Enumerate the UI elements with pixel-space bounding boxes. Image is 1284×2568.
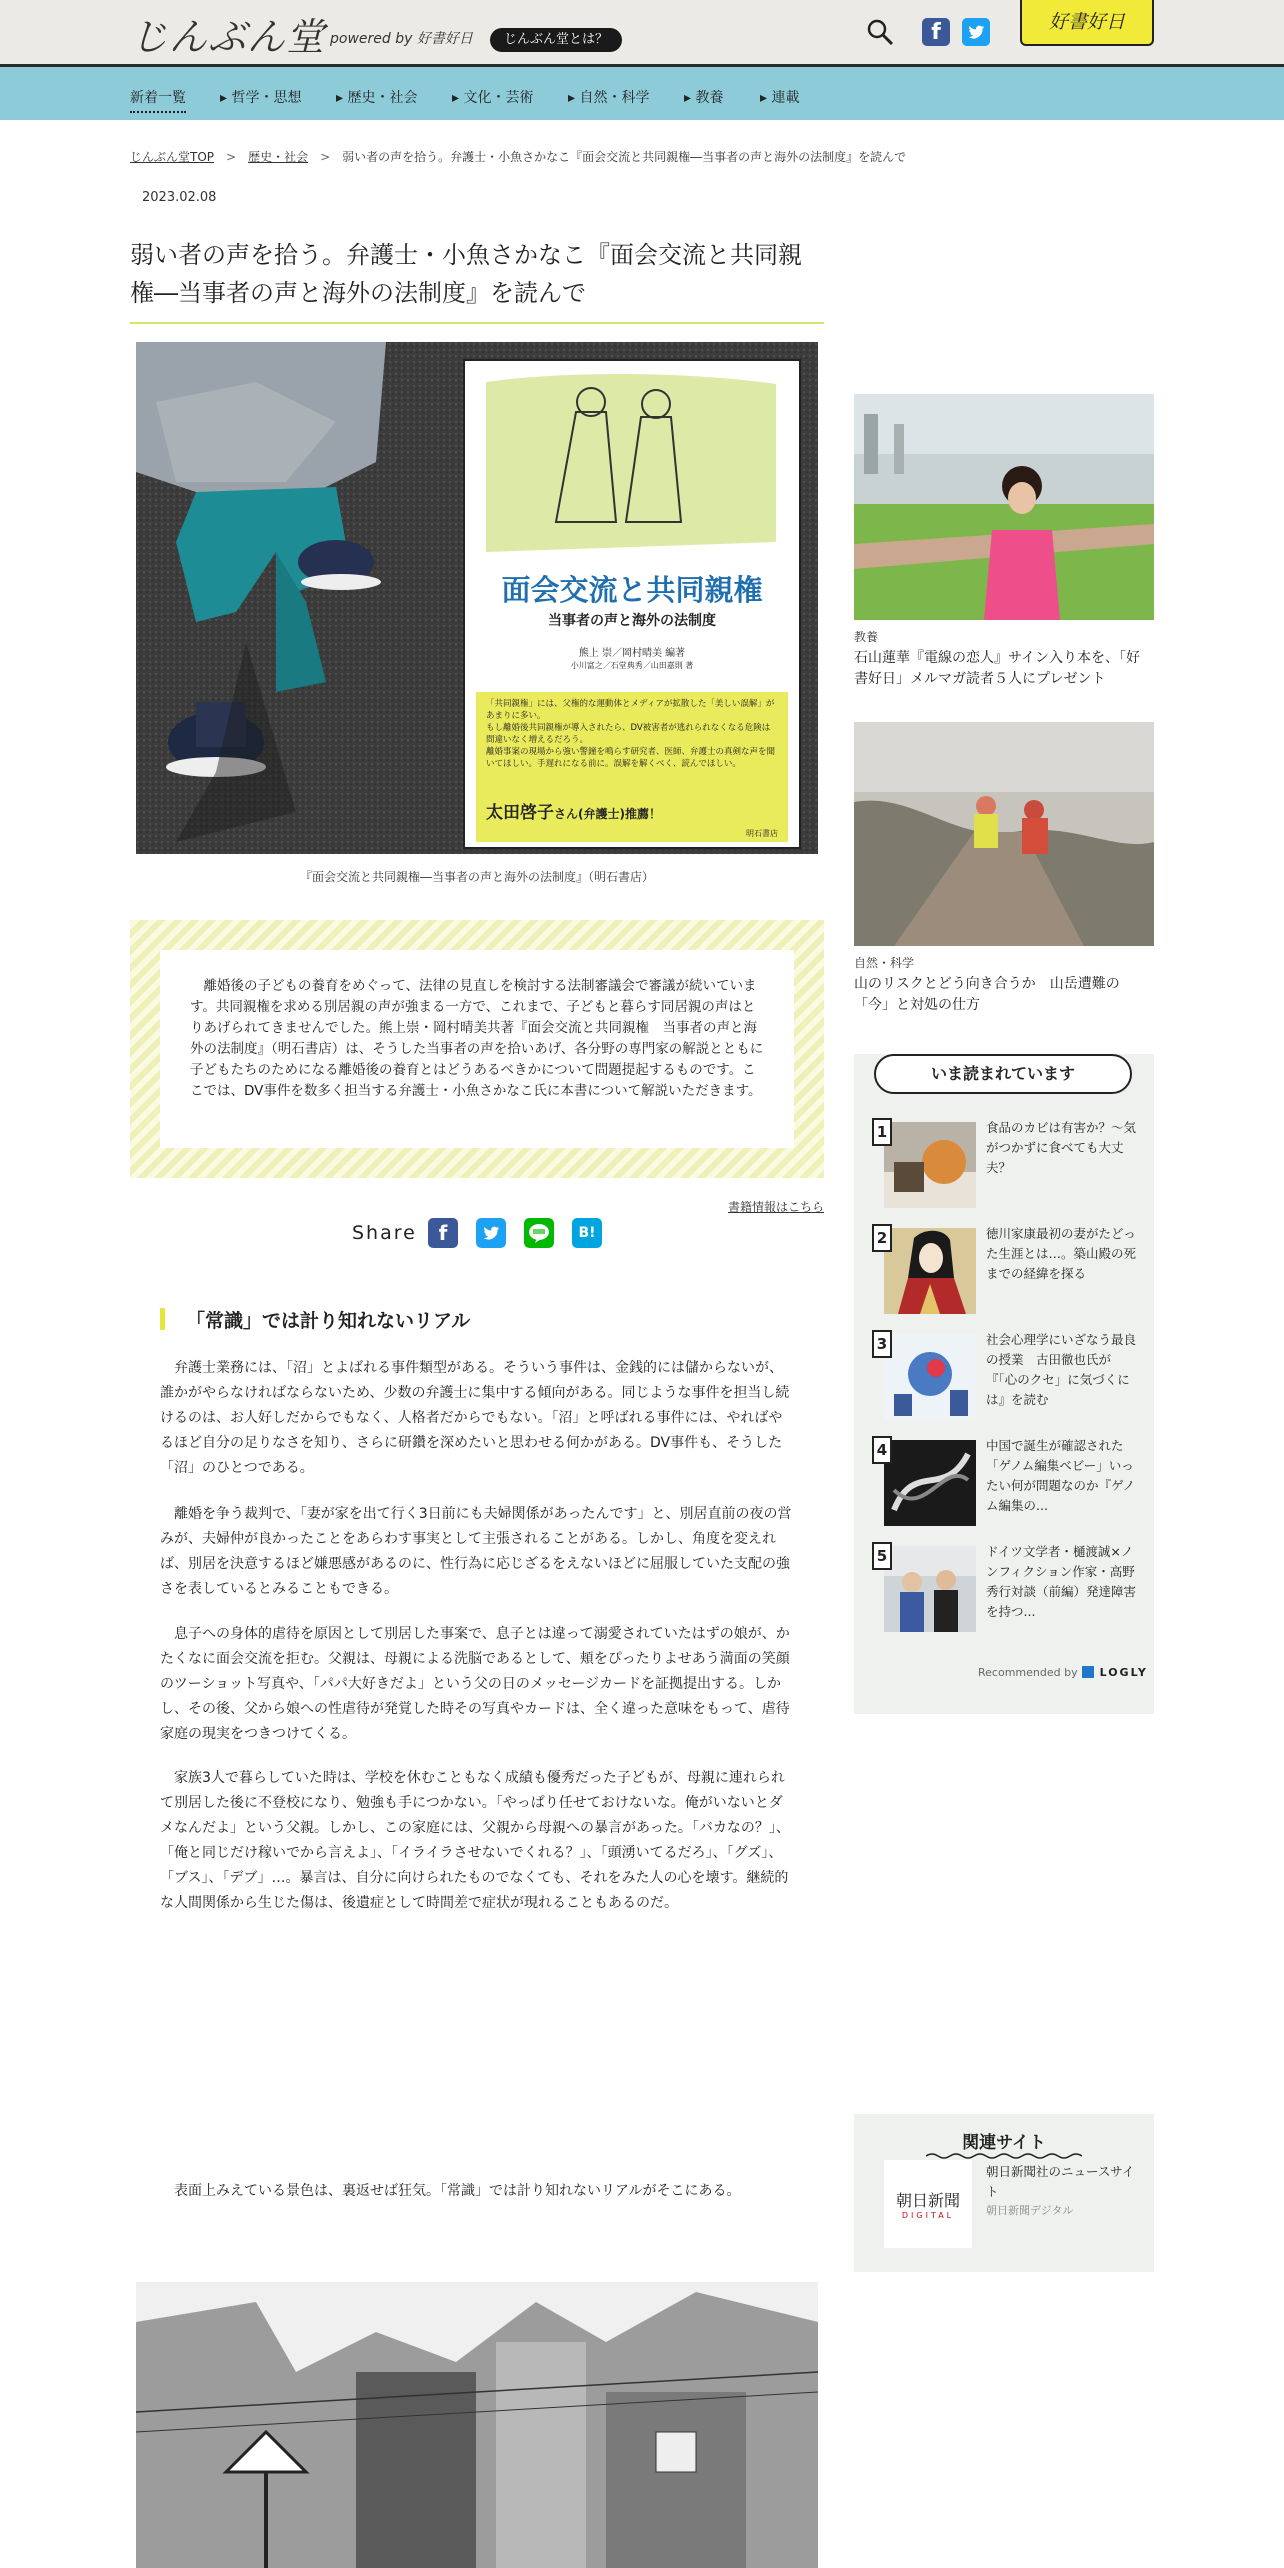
ranking-item[interactable] [872, 1542, 1142, 1636]
related-subtitle: 朝日新聞デジタル [986, 2204, 1074, 2217]
lead-text: 離婚後の子どもの養育をめぐって、法律の見直しを検討する法制審議会で審議が続いています。共同親権を求める別居親の声が強まる一方で、これまで、子どもと暮らす同居親の声はとりあげられてきませんでした。熊上崇・岡村晴美共著『面会交流と共同親権 当事者の声と海外の法制度』（明石書店）は、そうした当事者の声を拾いあげ、各分野の専門家の解説とともに子どもたちのためになる離婚後の養育とはどうあるべきかについて問題提起するものです。ここでは、DV事件を数多く担当する弁護士・小魚さかなこ氏に本書について解説いただきます。 [160, 950, 794, 1148]
related-title[interactable]: 朝日新聞社のニュースサイト [986, 2164, 1135, 2199]
share-label: Share [352, 1222, 417, 1244]
rank-image [884, 1228, 976, 1314]
ranking-item[interactable] [872, 1118, 1142, 1212]
category-nav [0, 64, 1284, 120]
logly-icon [1082, 1666, 1094, 1678]
nav-label: 自然・科学 [579, 90, 650, 106]
asahi-logo[interactable] [884, 2160, 972, 2248]
twitter-icon[interactable] [962, 18, 990, 46]
wave-divider [926, 2152, 1082, 2160]
rank-image [884, 1440, 976, 1526]
article-title: 弱い者の声を拾う。弁護士・小魚さかなこ『面会交流と共同親権―当事者の声と海外の法制度』を読んで [130, 241, 802, 307]
rank-number: 1 [872, 1118, 892, 1146]
about-button[interactable]: じんぶん堂とは？ [490, 28, 622, 52]
book-recommender [486, 798, 661, 823]
recommender-name: 太田啓子 [486, 803, 554, 823]
asahi-logo-text: 朝日新聞 [895, 2191, 960, 2210]
rank-thumbnail [884, 1440, 976, 1526]
breadcrumb-category[interactable]: 歴史・社会 [248, 150, 309, 164]
rank-thumbnail [884, 1334, 976, 1420]
article-photo [136, 2282, 818, 2568]
feature-image[interactable] [854, 394, 1154, 620]
book-title: 面会交流と共同親権 [501, 573, 763, 607]
breadcrumb [130, 148, 906, 165]
breadcrumb-separator: > [320, 150, 331, 164]
rank-title: ドイツ文学者・樋渡誠×ノンフィクション作家・高野秀行対談（前編）発達障害を持つ... [986, 1544, 1137, 1619]
recommended-by[interactable] [978, 1666, 1148, 1679]
book-authors: 小川富之／石堂典秀／山田嘉則 著 [570, 661, 694, 670]
nav-science[interactable]: ▸ 自然・科学 [568, 90, 650, 106]
section-heading: 「常識」では計り知れないリアル [186, 1310, 471, 1332]
ranking-item[interactable] [872, 1330, 1142, 1424]
feature-image[interactable] [854, 722, 1154, 946]
article-date: 2023.02.08 [142, 190, 217, 205]
feature-category: 自然・科学 [854, 956, 915, 970]
breadcrumb-separator: > [226, 150, 237, 164]
share-hatena-icon[interactable]: B! [572, 1218, 602, 1248]
site-logo[interactable]: じんぶん堂 [130, 15, 326, 59]
share-facebook-icon[interactable]: f [428, 1218, 458, 1248]
ranking-heading: いま読まれています [874, 1054, 1132, 1094]
breadcrumb-home[interactable]: じんぶん堂TOP [130, 150, 215, 164]
related-heading: 関連サイト [962, 2133, 1046, 2153]
book-blurb [486, 698, 778, 770]
hero-image [136, 342, 818, 854]
ranking-item[interactable] [872, 1436, 1142, 1530]
book-blurb-line: もし離婚後共同親権が導入されたら、DV被害者が逃れられなくなる危険は間違いなく増えるだろう。 [486, 723, 771, 745]
book-blurb-line: 離婚事案の現場から強い警鐘を鳴らす研究者、医師、弁護士の真剣な声を聞いてほしい。手遅れになる前に。誤解を解くべく、読んでほしい。 [486, 747, 776, 769]
nav-label: 哲学・思想 [231, 90, 302, 106]
book-blurb-line: 「共同親権」には、父権的な運動体とメディアが拡散した「美しい誤解」があまりに多い。 [486, 699, 775, 721]
nav-new[interactable]: 新着一覧 [130, 87, 186, 113]
nav-liberal-arts[interactable]: ▸ 教養 [684, 90, 724, 106]
related-sites [854, 2114, 1154, 2272]
feature-title[interactable]: 石山蓮華『電線の恋人』サイン入り本を、「好書好日」メルマガ読者５人にプレゼント [854, 650, 1141, 687]
nav-label: 文化・芸術 [463, 90, 534, 106]
share-bar [352, 1218, 612, 1252]
body-paragraph: 離婚を争う裁判で、「妻が家を出て行く3日前にも夫婦関係があったんです」と、別居直前の夜の営みが、夫婦仲が良かったことをあらわす事実として主張されることがある。しかし、角度を変えれば、別居を決意するほど嫌悪感があるのに、性行為に応じざるをえないほどに屈服していた支配の強さを表しているとみることもできる。 [160, 1506, 792, 1597]
recommender-suffix: さん(弁護士)推薦！ [554, 807, 661, 821]
logly-logo: LOGLY [1099, 1666, 1148, 1679]
book-editors: 熊上 崇／岡村晴美 編著 [578, 648, 686, 659]
breadcrumb-current: 弱い者の声を拾う。弁護士・小魚さかなこ『面会交流と共同親権―当事者の声と海外の法制度』を読んで [342, 150, 907, 164]
nav-philosophy[interactable]: ▸ 哲学・思想 [220, 90, 302, 106]
share-line-icon[interactable] [524, 1218, 554, 1248]
book-info-link[interactable]: 書籍情報はこちら [727, 1200, 824, 1214]
rank-image [884, 1546, 976, 1632]
lead-box [130, 920, 824, 1178]
ranking-panel [854, 1054, 1154, 1714]
powered-by[interactable]: powered by 好書好日 [330, 31, 473, 47]
rank-number: 4 [872, 1436, 892, 1464]
rank-thumbnail [884, 1122, 976, 1208]
feature-photo [854, 722, 1154, 946]
feature-title[interactable]: 山のリスクとどう向き合うか 山岳遭難の「今」と対処の仕方 [854, 976, 1120, 1013]
rank-number: 3 [872, 1330, 892, 1358]
title-divider [130, 322, 824, 324]
asahi-logo-sub: DIGITAL [901, 2211, 955, 2220]
nav-history[interactable]: ▸ 歴史・社会 [336, 90, 418, 106]
body-paragraph: 息子への身体的虐待を原因として別居した事案で、息子とは違って溺愛されていたはずの娘が、かたくなに面会交流を拒む。父親は、母親による洗脳であるとして、頬をぴったりよせあう満面の笑顔のツーショット写真や、「パパ大好きだよ」という父の日のメッセージカードを証拠提出する。しかし、その後、父から娘への性虐待が発覚した時その写真やカードは、全く違った意味をもって、虐待家庭の現実をつきつけてくる。 [160, 1626, 790, 1742]
book-subtitle: 当事者の声と海外の法制度 [548, 613, 716, 629]
body-paragraph: 家族3人で暮らしていた時は、学校を休むこともなく成績も優秀だった子どもが、母親に連れられて別居した後に不登校になり、勉強も手につかない。「やっぱり任せておけないな。俺がいないとダメなんだよ」という父親。しかし、この家庭には、父親から母親への暴言があった。「バカなの？」、「俺と同じだけ稼いでから言えよ」、「イライラさせないでくれる？」、「頭湧いてるだろ」、「グズ」、「ブス」、「デブ」…。暴言は、自分に向けられたものでなくても、それをみた人の心を壊す。継続的な人間関係から生じた傷は、後遺症として時間差で症状が現れることもあるのだ。 [160, 1770, 790, 1911]
rank-title: 徳川家康最初の妻がたどった生涯とは…。築山殿の死までの経緯を探る [986, 1226, 1137, 1281]
rank-image [884, 1334, 976, 1420]
book-publisher: 明石書店 [746, 829, 778, 838]
search-icon[interactable] [866, 18, 894, 46]
ranking-item[interactable] [872, 1224, 1142, 1318]
image-caption: 『面会交流と共同親権―当事者の声と海外の法制度』（明石書店） [299, 870, 654, 884]
rank-title: 社会心理学にいざなう最良の授業 古田徹也氏が『「心のクセ」に気づくには』を読む [986, 1332, 1137, 1407]
top-bar [0, 0, 1284, 64]
street-photo [136, 2282, 818, 2568]
feature-category: 教養 [854, 630, 879, 644]
rank-number: 2 [872, 1224, 892, 1252]
rank-number: 5 [872, 1542, 892, 1570]
nav-label: 教養 [695, 90, 724, 106]
rank-thumbnail [884, 1546, 976, 1632]
rank-title: 中国で誕生が確認された「ゲノム編集ベビー」いったい何が問題なのか『ゲノム編集の... [986, 1438, 1136, 1513]
rank-thumbnail [884, 1228, 976, 1314]
nav-label: 連載 [771, 90, 800, 106]
feature-photo [854, 394, 1154, 620]
closing-line: 表面上みえている景色は、裏返せば狂気。「常識」では計り知れないリアルがそこにある。 [174, 2183, 741, 2199]
body-paragraph: 弁護士業務には、「沼」とよばれる事件類型がある。そういう事件は、金銭的には儲からないが、誰かがやらなければならないため、少数の弁護士に集中する傾向がある。同じような事件を担当し続けるのは、お人好しだからでもなく、人格者だからでもない。「沼」と呼ばれる事件には、やればやるほど自分の足りなさを知り、さらに研鑽を深めたいと思わせる何かがある。DV事件も、そうした「沼」のひとつである。 [160, 1360, 790, 1476]
recommended-by-label: Recommended by [978, 1666, 1078, 1679]
rank-title: 食品のカビは有害か？～気がつかずに食べても大丈夫？ [986, 1120, 1137, 1175]
nav-series[interactable]: ▸ 連載 [760, 90, 800, 106]
nav-label: 歴史・社会 [347, 90, 418, 106]
facebook-icon[interactable]: f [922, 18, 950, 46]
kosho-kojitsu-button[interactable]: 好書好日 [1020, 0, 1154, 46]
share-twitter-icon[interactable] [476, 1218, 506, 1248]
rank-image [884, 1122, 976, 1208]
nav-culture[interactable]: ▸ 文化・芸術 [452, 90, 534, 106]
